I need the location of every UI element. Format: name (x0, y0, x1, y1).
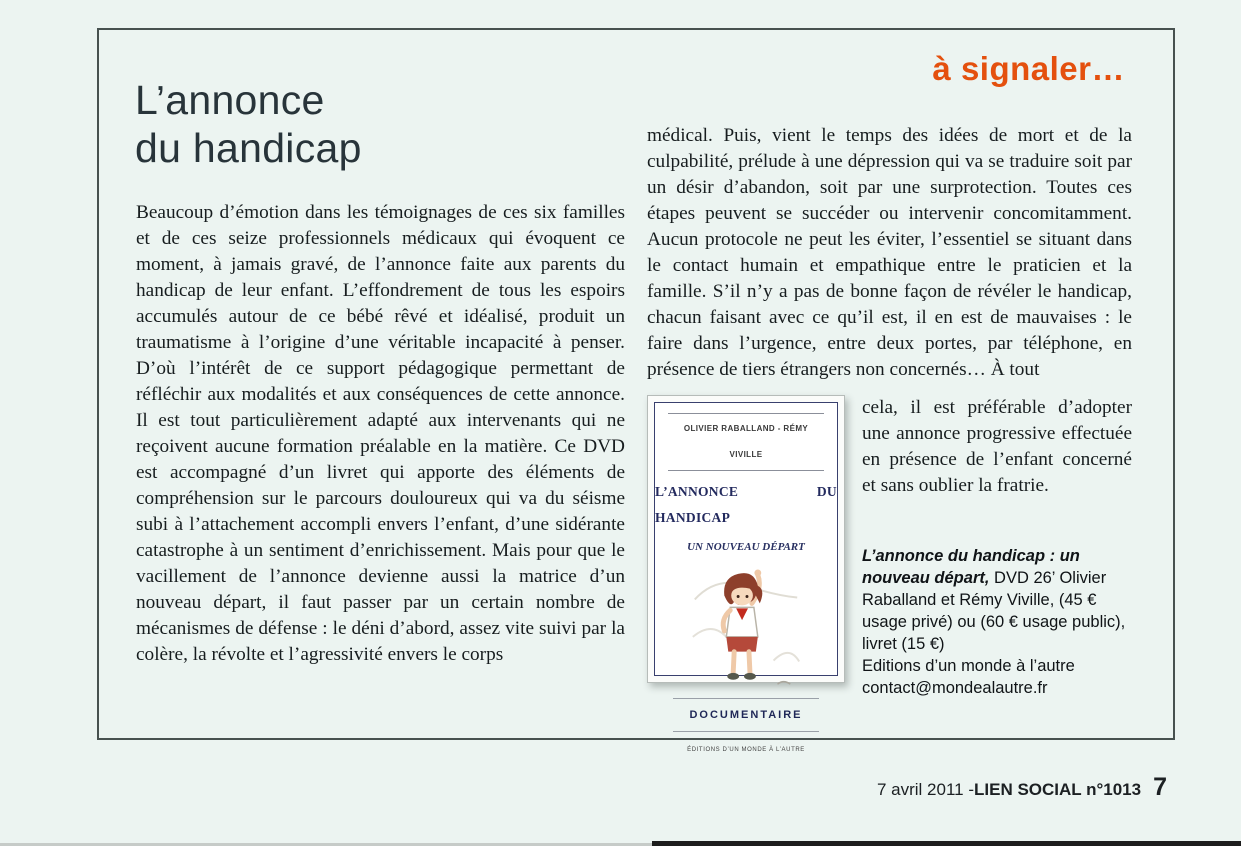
caption-details: DVD 26’ Olivier Raballand et Rémy Viville, (45 € usage privé) ou (60 € usage public), livret (15 €) (862, 569, 1126, 653)
footer-magazine-name: LIEN SOCIAL n°1013 (974, 780, 1142, 799)
caption-contact-email: contact@mondealautre.fr (862, 679, 1048, 697)
dvd-cover (647, 395, 845, 753)
dvd-illustration (685, 566, 807, 694)
media-row (647, 395, 1132, 753)
footer-page-number: 7 (1153, 773, 1167, 801)
article-title-line2: du handicap (135, 125, 362, 171)
footer-date: 7 avril 2011 - (876, 780, 974, 799)
article-paragraph-left: Beaucoup d’émotion dans les témoignages de ces six familles et de ces seize professionnels médicaux qui évoquent ce moment, à jamais gravé, de l’annonce faite aux parents du handicap de leur enfant. L’effondrement de tous les espoirs accumulés autour de ce bébé rêvé et idéalisé, produit un traumatisme à l’origine d’une véritable incapacité à penser. D’où l’intérêt de ce support pédagogique permettant de réfléchir aux modalités et aux conséquences de cette annonce. Il est tout particulièrement adapté aux intervenants qui ne reçoivent aucune formation préalable en la matière. Ce DVD est accompagné d’un livret qui apporte des éléments de compréhension sur le parcours douloureux qui va du séisme subi à l’attachement accompli envers l’enfant, d’une sidérante catastrophe à un sentiment d’enrichissement. Mais pour que le vacillement de l’annonce devienne aussi la matrice d’un nouveau départ, il faut passer par un certain nombre de mécanismes de défense : le déni d’abord, assez vite suivi par la colère, la révolte et l’agressivité envers le corps (136, 202, 625, 665)
dvd-subtitle: UN NOUVEAU DÉPART (687, 541, 805, 553)
article-title-line1: L’annonce (135, 77, 325, 123)
dvd-publisher-logo: ÉDITIONS D’UN MONDE À L’AUTRE (687, 747, 805, 753)
page-footer (877, 773, 1167, 802)
article-title (135, 76, 362, 172)
caption-publisher: Editions d’un monde à l’autre (862, 657, 1075, 675)
dvd-cover-inner (654, 402, 838, 753)
scan-edge-artifact-right (652, 841, 1241, 846)
dvd-genre: DOCUMENTAIRE (673, 698, 819, 732)
article-paragraph-right-top: médical. Puis, vient le temps des idées de mort et de la culpabilité, prélude à une dépression qui va se traduire soit par un désir d’abandon, soit par une surprotection. Toutes ces étapes peuvent se succéder ou intervenir concomitamment. Aucun protocole ne peut les éviter, l’essentiel se situant dans le contact humain et empathique entre le praticien et la famille. S’il n’y a pas de bonne façon de révéler le handicap, chacun faisant avec ce qu’il est, il en est de mauvaises : le faire dans l’urgence, entre deux portes, par téléphone, en présence de tiers étrangers non concernés… À tout (647, 125, 1132, 380)
dvd-caption (862, 545, 1132, 699)
child-drawing-icon (685, 566, 807, 694)
article-frame (97, 28, 1175, 753)
article-column-left (136, 200, 625, 668)
caption-title: L’annonce du handicap : un nouveau départ, (862, 547, 1080, 587)
dvd-title: L’ANNONCE DU HANDICAP (655, 484, 837, 525)
text-beside-cover (862, 395, 1132, 699)
dvd-authors: OLIVIER RABALLAND - RÉMY VIVILLE (668, 413, 825, 471)
article-column-right (647, 123, 1132, 753)
article-paragraph-right-wrap: cela, il est préférable d’adopter une annonce progressive effectuée en présence de l’enfant concerné et sans oublier la fratrie. (862, 397, 1132, 496)
section-label: à signaler… (932, 50, 1125, 87)
